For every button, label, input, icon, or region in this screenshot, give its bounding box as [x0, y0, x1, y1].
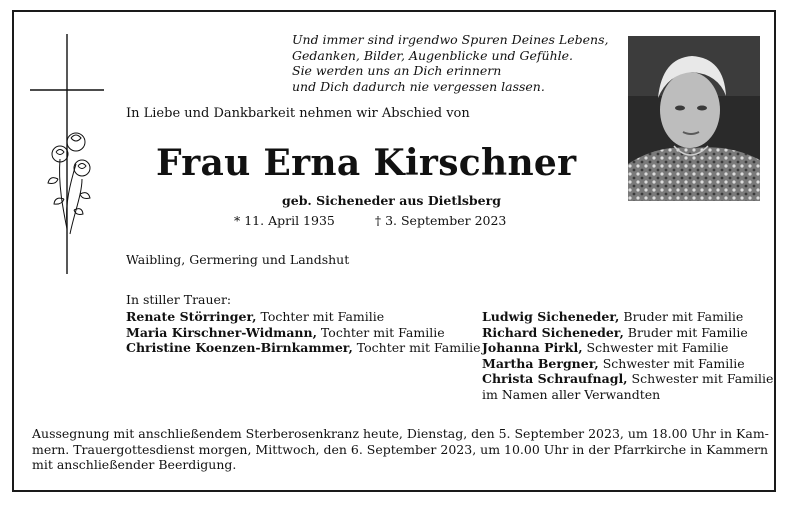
farewell-intro: In Liebe und Dankbarkeit nehmen wir Abschied von	[126, 106, 470, 121]
mourner-name: Richard Sicheneder,	[482, 324, 624, 340]
service-details	[32, 426, 769, 473]
mourner-entry	[482, 371, 773, 387]
mourners-left-column	[126, 309, 480, 356]
death-date: † 3. September 2023	[374, 213, 507, 228]
mourner-name: Christa Schraufnagl,	[482, 371, 628, 386]
service-line: Aussegnung mit anschließendem Sterberosenkranz heute, Dienstag, den 5. September 2023, um 18.00 Uhr in Kam-	[32, 426, 769, 441]
service-line: mern. Trauergottesdienst morgen, Mittwoch, den 6. September 2023, um 10.00 Uhr in der Pfarrkirche in Kammern	[32, 441, 769, 457]
mourner-relation: Tochter mit Familie	[352, 340, 481, 355]
mourner-relation: Tochter mit Familie	[316, 324, 445, 340]
mourners-right-column	[482, 309, 773, 402]
mourner-entry	[482, 309, 773, 325]
mourner-name: Renate Störringer,	[126, 309, 257, 324]
mourner-relation: im Namen aller Verwandten	[482, 386, 661, 402]
poem-line: Gedanken, Bilder, Augenblicke und Gefühle.	[292, 47, 574, 63]
mourner-entry	[482, 387, 773, 403]
mourner-name: Johanna Pirkl,	[482, 340, 583, 355]
mourner-relation: Schwester mit Familie	[582, 340, 729, 355]
places: Waibling, Germering und Landshut	[126, 252, 350, 267]
mourner-entry	[126, 309, 480, 325]
mourners-label: In stiller Trauer:	[126, 292, 232, 307]
portrait-photo	[628, 36, 760, 201]
mourner-name: Martha Bergner,	[482, 355, 599, 371]
mourner-entry	[126, 325, 480, 341]
birth-name: geb. Sicheneder aus Dietlsberg	[282, 193, 501, 208]
mourner-relation: Tochter mit Familie	[256, 309, 385, 324]
service-line: mit anschließender Beerdigung.	[32, 457, 237, 472]
deceased-name: Frau Erna Kirschner	[156, 142, 577, 184]
mourner-relation: Bruder mit Familie	[623, 324, 748, 340]
poem-line: Sie werden uns an Dich erinnern	[292, 63, 502, 78]
mourner-name: Christine Koenzen-Birnkammer,	[126, 340, 353, 355]
mourner-relation: Schwester mit Familie	[627, 371, 774, 386]
mourner-name: Maria Kirschner-Widmann,	[126, 324, 317, 340]
poem-line: und Dich dadurch nie vergessen lassen.	[292, 78, 545, 94]
mourner-entry	[126, 340, 480, 356]
mourner-entry	[482, 325, 773, 341]
memorial-poem	[292, 32, 622, 94]
mourner-entry	[482, 356, 773, 372]
birth-date: * 11. April 1935	[234, 213, 335, 228]
mourner-name: Ludwig Sicheneder,	[482, 309, 620, 324]
cross-with-roses-icon	[30, 34, 104, 274]
mourner-relation: Schwester mit Familie	[598, 355, 745, 371]
poem-line: Und immer sind irgendwo Spuren Deines Lebens,	[292, 32, 609, 47]
life-dates	[234, 213, 506, 228]
obituary-card	[12, 10, 776, 492]
mourner-relation: Bruder mit Familie	[619, 309, 744, 324]
mourner-entry	[482, 340, 773, 356]
